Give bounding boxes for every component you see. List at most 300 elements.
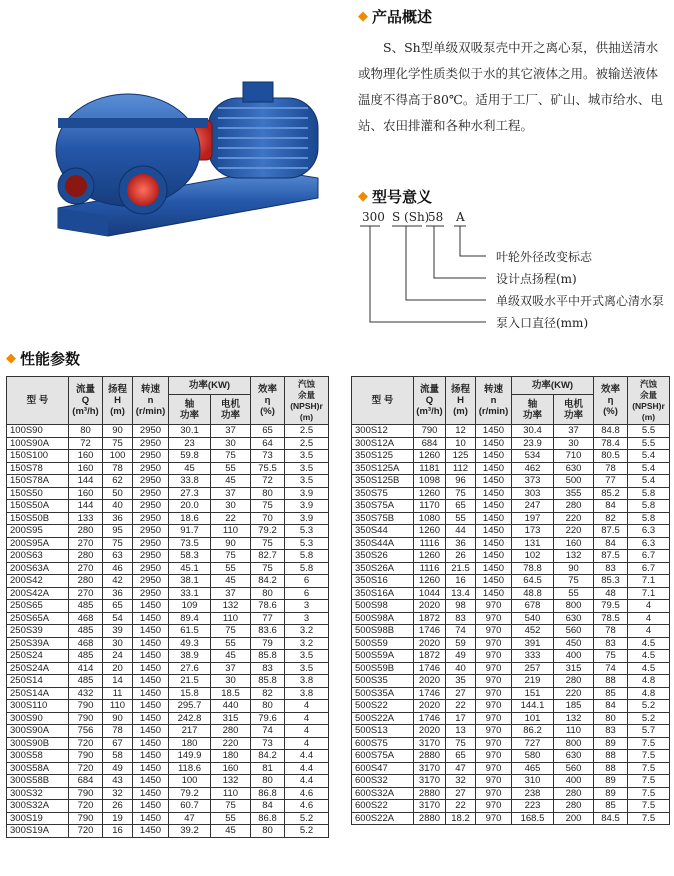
table-cell: 4 bbox=[628, 600, 670, 613]
table-cell: 1450 bbox=[133, 612, 169, 625]
table-cell: 73 bbox=[251, 737, 285, 750]
header-flow: 流量 Q (m³/h) bbox=[414, 377, 446, 425]
table-cell: 4 bbox=[285, 737, 329, 750]
table-cell: 1450 bbox=[133, 775, 169, 788]
table-cell: 84 bbox=[251, 800, 285, 813]
table-cell: 45 bbox=[169, 462, 211, 475]
table-cell: 720 bbox=[69, 762, 103, 775]
table-cell: 150S50A bbox=[7, 500, 69, 513]
table-cell: 88 bbox=[594, 675, 628, 688]
header-motor-power: 电机 功率 bbox=[211, 395, 251, 425]
table-cell: 485 bbox=[69, 650, 103, 663]
table-cell: 22 bbox=[446, 800, 476, 813]
table-cell: 4.4 bbox=[285, 750, 329, 763]
table-row bbox=[7, 512, 329, 525]
table-cell: 85.8 bbox=[251, 675, 285, 688]
table-cell: 756 bbox=[69, 725, 103, 738]
table-cell: 30 bbox=[211, 437, 251, 450]
table-cell: 2950 bbox=[133, 512, 169, 525]
performance-table-right bbox=[351, 376, 670, 825]
table-cell: 7.5 bbox=[628, 737, 670, 750]
table-row bbox=[7, 662, 329, 675]
table-cell: 500S35A bbox=[352, 687, 414, 700]
table-row bbox=[7, 562, 329, 575]
table-cell: 65 bbox=[103, 600, 133, 613]
table-cell: 132 bbox=[554, 550, 594, 563]
table-cell: 2950 bbox=[133, 437, 169, 450]
table-cell: 144.1 bbox=[512, 700, 554, 713]
table-cell: 44 bbox=[446, 525, 476, 538]
table-cell: 80.5 bbox=[594, 450, 628, 463]
table-cell: 350S75B bbox=[352, 512, 414, 525]
table-row bbox=[352, 600, 670, 613]
table-cell: 30 bbox=[103, 637, 133, 650]
table-cell: 18.2 bbox=[446, 812, 476, 825]
table-cell: 100 bbox=[169, 775, 211, 788]
table-cell: 220 bbox=[211, 737, 251, 750]
table-cell: 12 bbox=[446, 425, 476, 438]
table-cell: 79.6 bbox=[251, 712, 285, 725]
table-cell: 32 bbox=[446, 775, 476, 788]
table-cell: 500S59B bbox=[352, 662, 414, 675]
table-cell: 1450 bbox=[476, 562, 512, 575]
table-cell: 220 bbox=[554, 512, 594, 525]
table-cell: 1450 bbox=[133, 825, 169, 838]
pump-image bbox=[18, 58, 338, 244]
table-cell: 2020 bbox=[414, 675, 446, 688]
table-cell: 15.8 bbox=[169, 687, 211, 700]
table-cell: 90 bbox=[211, 537, 251, 550]
table-cell: 18.6 bbox=[169, 512, 211, 525]
table-cell: 500S59 bbox=[352, 637, 414, 650]
table-cell: 87.5 bbox=[594, 550, 628, 563]
table-cell: 500S35 bbox=[352, 675, 414, 688]
table-cell: 4 bbox=[285, 700, 329, 713]
table-cell: 727 bbox=[512, 737, 554, 750]
table-cell: 151 bbox=[512, 687, 554, 700]
table-cell: 219 bbox=[512, 675, 554, 688]
table-cell: 84.5 bbox=[594, 812, 628, 825]
table-cell: 132 bbox=[554, 712, 594, 725]
table-cell: 3.5 bbox=[285, 650, 329, 663]
table-row bbox=[7, 437, 329, 450]
pump-illustration bbox=[18, 58, 338, 244]
table-cell: 2020 bbox=[414, 637, 446, 650]
table-cell: 1044 bbox=[414, 587, 446, 600]
overview-title bbox=[358, 6, 664, 27]
table-cell: 7.1 bbox=[628, 587, 670, 600]
table-cell: 1450 bbox=[476, 587, 512, 600]
table-row bbox=[352, 525, 670, 538]
table-cell: 144 bbox=[69, 500, 103, 513]
table-cell: 132 bbox=[211, 600, 251, 613]
table-cell: 350S26 bbox=[352, 550, 414, 563]
table-cell: 98 bbox=[446, 600, 476, 613]
table-cell: 13.4 bbox=[446, 587, 476, 600]
table-row bbox=[352, 812, 670, 825]
table-row bbox=[7, 550, 329, 563]
table-cell: 1260 bbox=[414, 487, 446, 500]
table-cell: 78 bbox=[594, 625, 628, 638]
table-cell: 150S50 bbox=[7, 487, 69, 500]
header-npsh: 汽蚀 余量 (NPSH)r (m) bbox=[628, 377, 670, 425]
table-cell: 78.8 bbox=[512, 562, 554, 575]
table-cell: 5.2 bbox=[285, 825, 329, 838]
table-cell: 21.5 bbox=[169, 675, 211, 688]
overview-title-text: 产品概述 bbox=[372, 8, 433, 26]
table-cell: 78.4 bbox=[594, 437, 628, 450]
table-cell: 333 bbox=[512, 650, 554, 663]
table-cell: 350S16A bbox=[352, 587, 414, 600]
table-cell: 1450 bbox=[133, 600, 169, 613]
table-cell: 82 bbox=[594, 512, 628, 525]
table-cell: 40 bbox=[446, 662, 476, 675]
table-cell: 85 bbox=[594, 687, 628, 700]
table-cell: 37 bbox=[211, 425, 251, 438]
table-cell: 59.8 bbox=[169, 450, 211, 463]
table-cell: 452 bbox=[512, 625, 554, 638]
table-cell: 7.5 bbox=[628, 812, 670, 825]
table-cell: 500S22A bbox=[352, 712, 414, 725]
table-row bbox=[352, 587, 670, 600]
table-cell: 250S65A bbox=[7, 612, 69, 625]
table-row bbox=[7, 487, 329, 500]
table-cell: 1872 bbox=[414, 612, 446, 625]
table-row bbox=[7, 825, 329, 838]
table-cell: 534 bbox=[512, 450, 554, 463]
table-cell: 96 bbox=[446, 475, 476, 488]
table-cell: 1450 bbox=[133, 675, 169, 688]
table-row bbox=[7, 775, 329, 788]
table-row bbox=[7, 800, 329, 813]
table-cell: 465 bbox=[512, 762, 554, 775]
table-cell: 1450 bbox=[133, 800, 169, 813]
table-cell: 280 bbox=[554, 675, 594, 688]
table-cell: 46 bbox=[103, 562, 133, 575]
table-cell: 2950 bbox=[133, 450, 169, 463]
model-meaning bbox=[358, 186, 668, 336]
table-row bbox=[352, 787, 670, 800]
performance-title bbox=[6, 348, 80, 369]
table-cell: 49 bbox=[446, 650, 476, 663]
table-row bbox=[352, 537, 670, 550]
table-cell: 970 bbox=[476, 662, 512, 675]
table-cell: 2950 bbox=[133, 575, 169, 588]
table-cell: 84.2 bbox=[251, 575, 285, 588]
table-cell: 79.2 bbox=[251, 525, 285, 538]
table-row bbox=[352, 475, 670, 488]
table-cell: 84 bbox=[594, 500, 628, 513]
table-cell: 78.5 bbox=[594, 612, 628, 625]
table-cell: 7.5 bbox=[628, 775, 670, 788]
table-cell: 300S58A bbox=[7, 762, 69, 775]
table-cell: 630 bbox=[554, 462, 594, 475]
table-cell: 7.5 bbox=[628, 750, 670, 763]
table-cell: 75 bbox=[594, 650, 628, 663]
table-cell: 600S32 bbox=[352, 775, 414, 788]
table-cell: 600S47 bbox=[352, 762, 414, 775]
table-row bbox=[352, 725, 670, 738]
table-cell: 67 bbox=[103, 737, 133, 750]
table-cell: 13 bbox=[446, 725, 476, 738]
table-cell: 540 bbox=[512, 612, 554, 625]
table-cell: 5.2 bbox=[628, 700, 670, 713]
header-head: 扬程 H (m) bbox=[103, 377, 133, 425]
table-cell: 485 bbox=[69, 675, 103, 688]
table-cell: 49.3 bbox=[169, 637, 211, 650]
table-cell: 5.3 bbox=[285, 525, 329, 538]
table-cell: 100 bbox=[103, 450, 133, 463]
table-cell: 110 bbox=[554, 725, 594, 738]
table-row bbox=[352, 487, 670, 500]
table-cell: 110 bbox=[211, 525, 251, 538]
table-cell: 49 bbox=[103, 762, 133, 775]
table-cell: 970 bbox=[476, 612, 512, 625]
table-cell: 4 bbox=[628, 625, 670, 638]
table-cell: 7.5 bbox=[628, 800, 670, 813]
table-cell: 970 bbox=[476, 800, 512, 813]
table-cell: 5.5 bbox=[628, 425, 670, 438]
table-cell: 3.9 bbox=[285, 512, 329, 525]
table-cell: 2950 bbox=[133, 475, 169, 488]
table-cell: 3.5 bbox=[285, 475, 329, 488]
table-cell: 350S75 bbox=[352, 487, 414, 500]
table-cell: 45.1 bbox=[169, 562, 211, 575]
table-cell: 678 bbox=[512, 600, 554, 613]
table-cell: 80 bbox=[251, 825, 285, 838]
performance-table-right-body bbox=[352, 425, 670, 825]
table-cell: 54 bbox=[103, 612, 133, 625]
table-cell: 70 bbox=[251, 512, 285, 525]
table-cell: 42 bbox=[103, 575, 133, 588]
table-cell: 300S19 bbox=[7, 812, 69, 825]
table-row bbox=[352, 425, 670, 438]
header-shaft-power: 轴 功率 bbox=[169, 395, 211, 425]
table-cell: 60.7 bbox=[169, 800, 211, 813]
table-cell: 22 bbox=[211, 512, 251, 525]
table-cell: 600S32A bbox=[352, 787, 414, 800]
table-cell: 73 bbox=[251, 450, 285, 463]
table-cell: 970 bbox=[476, 775, 512, 788]
table-cell: 250S24A bbox=[7, 662, 69, 675]
table-cell: 970 bbox=[476, 750, 512, 763]
model-code-type: S (Sh) bbox=[392, 210, 430, 224]
table-cell: 970 bbox=[476, 600, 512, 613]
table-cell: 63 bbox=[103, 550, 133, 563]
table-cell: 280 bbox=[69, 550, 103, 563]
table-cell: 560 bbox=[554, 625, 594, 638]
table-cell: 373 bbox=[512, 475, 554, 488]
table-cell: 80 bbox=[251, 700, 285, 713]
table-cell: 91.7 bbox=[169, 525, 211, 538]
table-cell: 74 bbox=[251, 725, 285, 738]
table-cell: 27 bbox=[446, 687, 476, 700]
table-cell: 4.4 bbox=[285, 762, 329, 775]
table-cell: 970 bbox=[476, 762, 512, 775]
table-cell: 6 bbox=[285, 587, 329, 600]
table-row bbox=[352, 462, 670, 475]
table-cell: 280 bbox=[554, 787, 594, 800]
table-cell: 250S39 bbox=[7, 625, 69, 638]
table-row bbox=[352, 687, 670, 700]
table-cell: 1080 bbox=[414, 512, 446, 525]
table-cell: 350S125B bbox=[352, 475, 414, 488]
table-cell: 220 bbox=[554, 525, 594, 538]
table-cell: 500S98A bbox=[352, 612, 414, 625]
table-cell: 6.7 bbox=[628, 562, 670, 575]
table-cell: 30.1 bbox=[169, 425, 211, 438]
table-cell: 45 bbox=[211, 475, 251, 488]
table-cell: 250S65 bbox=[7, 600, 69, 613]
table-cell: 48 bbox=[594, 587, 628, 600]
table-cell: 75 bbox=[211, 625, 251, 638]
table-cell: 300S90A bbox=[7, 725, 69, 738]
table-cell: 118.6 bbox=[169, 762, 211, 775]
table-cell: 1450 bbox=[476, 500, 512, 513]
table-cell: 2950 bbox=[133, 587, 169, 600]
table-cell: 2.5 bbox=[285, 437, 329, 450]
table-cell: 83 bbox=[251, 662, 285, 675]
table-cell: 315 bbox=[211, 712, 251, 725]
table-cell: 110 bbox=[211, 787, 251, 800]
table-cell: 80 bbox=[251, 587, 285, 600]
header-power: 功率(KW) bbox=[512, 377, 594, 395]
table-cell: 160 bbox=[69, 450, 103, 463]
table-cell: 75 bbox=[103, 437, 133, 450]
table-cell: 970 bbox=[476, 812, 512, 825]
table-cell: 37 bbox=[211, 487, 251, 500]
table-cell: 74 bbox=[446, 625, 476, 638]
table-cell: 160 bbox=[554, 537, 594, 550]
table-cell: 17 bbox=[446, 712, 476, 725]
table-cell: 300S90 bbox=[7, 712, 69, 725]
table-cell: 500 bbox=[554, 475, 594, 488]
table-cell: 350S125A bbox=[352, 462, 414, 475]
table-cell: 270 bbox=[69, 587, 103, 600]
table-cell: 45 bbox=[211, 825, 251, 838]
table-row bbox=[352, 500, 670, 513]
table-cell: 55 bbox=[211, 812, 251, 825]
table-row bbox=[7, 687, 329, 700]
table-cell: 23.9 bbox=[512, 437, 554, 450]
table-cell: 10 bbox=[446, 437, 476, 450]
table-cell: 270 bbox=[69, 562, 103, 575]
table-cell: 220 bbox=[554, 687, 594, 700]
table-cell: 600S75 bbox=[352, 737, 414, 750]
table-cell: 3.8 bbox=[285, 687, 329, 700]
table-cell: 1450 bbox=[133, 650, 169, 663]
table-cell: 3170 bbox=[414, 775, 446, 788]
table-cell: 88 bbox=[594, 762, 628, 775]
table-cell: 18.5 bbox=[211, 687, 251, 700]
table-cell: 33.1 bbox=[169, 587, 211, 600]
table-cell: 43 bbox=[103, 775, 133, 788]
table-cell: 72 bbox=[251, 475, 285, 488]
table-cell: 37 bbox=[211, 587, 251, 600]
table-cell: 78 bbox=[594, 462, 628, 475]
table-cell: 33.8 bbox=[169, 475, 211, 488]
table-cell: 79.5 bbox=[594, 600, 628, 613]
table-row bbox=[7, 612, 329, 625]
table-cell: 250S14 bbox=[7, 675, 69, 688]
table-cell: 3170 bbox=[414, 800, 446, 813]
table-cell: 970 bbox=[476, 737, 512, 750]
table-cell: 600S22A bbox=[352, 812, 414, 825]
table-row bbox=[7, 750, 329, 763]
table-cell: 790 bbox=[414, 425, 446, 438]
table-cell: 86.8 bbox=[251, 787, 285, 800]
table-cell: 1450 bbox=[476, 437, 512, 450]
table-cell: 20 bbox=[103, 662, 133, 675]
table-cell: 2020 bbox=[414, 600, 446, 613]
table-cell: 970 bbox=[476, 787, 512, 800]
table-cell: 1450 bbox=[476, 525, 512, 538]
table-cell: 160 bbox=[69, 487, 103, 500]
table-cell: 149.9 bbox=[169, 750, 211, 763]
table-cell: 1450 bbox=[133, 762, 169, 775]
header-power: 功率(KW) bbox=[169, 377, 251, 395]
table-cell: 1170 bbox=[414, 500, 446, 513]
table-cell: 80 bbox=[251, 775, 285, 788]
table-cell: 7.5 bbox=[628, 762, 670, 775]
table-cell: 89.4 bbox=[169, 612, 211, 625]
table-cell: 38.1 bbox=[169, 575, 211, 588]
table-cell: 84.8 bbox=[594, 425, 628, 438]
table-cell: 790 bbox=[69, 700, 103, 713]
table-cell: 30 bbox=[554, 437, 594, 450]
table-cell: 27.6 bbox=[169, 662, 211, 675]
table-cell: 5.2 bbox=[628, 712, 670, 725]
table-cell: 4.5 bbox=[628, 650, 670, 663]
table-row bbox=[352, 650, 670, 663]
table-row bbox=[7, 812, 329, 825]
table-cell: 197 bbox=[512, 512, 554, 525]
table-cell: 3 bbox=[285, 600, 329, 613]
table-cell: 3.5 bbox=[285, 662, 329, 675]
table-cell: 24 bbox=[103, 650, 133, 663]
table-cell: 100S90A bbox=[7, 437, 69, 450]
table-cell: 500S59A bbox=[352, 650, 414, 663]
table-cell: 280 bbox=[554, 500, 594, 513]
table-cell: 36 bbox=[103, 512, 133, 525]
table-cell: 1746 bbox=[414, 625, 446, 638]
table-cell: 55 bbox=[554, 587, 594, 600]
table-cell: 36 bbox=[446, 537, 476, 550]
table-cell: 45 bbox=[211, 650, 251, 663]
header-model: 型 号 bbox=[7, 377, 69, 425]
table-cell: 970 bbox=[476, 725, 512, 738]
table-cell: 414 bbox=[69, 662, 103, 675]
product-overview bbox=[358, 6, 664, 139]
table-cell: 89 bbox=[594, 787, 628, 800]
table-cell: 1450 bbox=[476, 550, 512, 563]
table-cell: 6.7 bbox=[628, 550, 670, 563]
table-cell: 160 bbox=[211, 762, 251, 775]
table-cell: 75 bbox=[211, 450, 251, 463]
table-cell: 19 bbox=[103, 812, 133, 825]
table-cell: 40 bbox=[103, 500, 133, 513]
table-cell: 3.5 bbox=[285, 450, 329, 463]
table-row bbox=[7, 450, 329, 463]
table-cell: 1450 bbox=[133, 750, 169, 763]
table-cell: 280 bbox=[554, 800, 594, 813]
diamond-bullet-icon: ◆ bbox=[358, 9, 368, 24]
table-cell: 168.5 bbox=[512, 812, 554, 825]
table-cell: 720 bbox=[69, 737, 103, 750]
table-cell: 200S95A bbox=[7, 537, 69, 550]
table-cell: 280 bbox=[211, 725, 251, 738]
table-cell: 3.2 bbox=[285, 625, 329, 638]
